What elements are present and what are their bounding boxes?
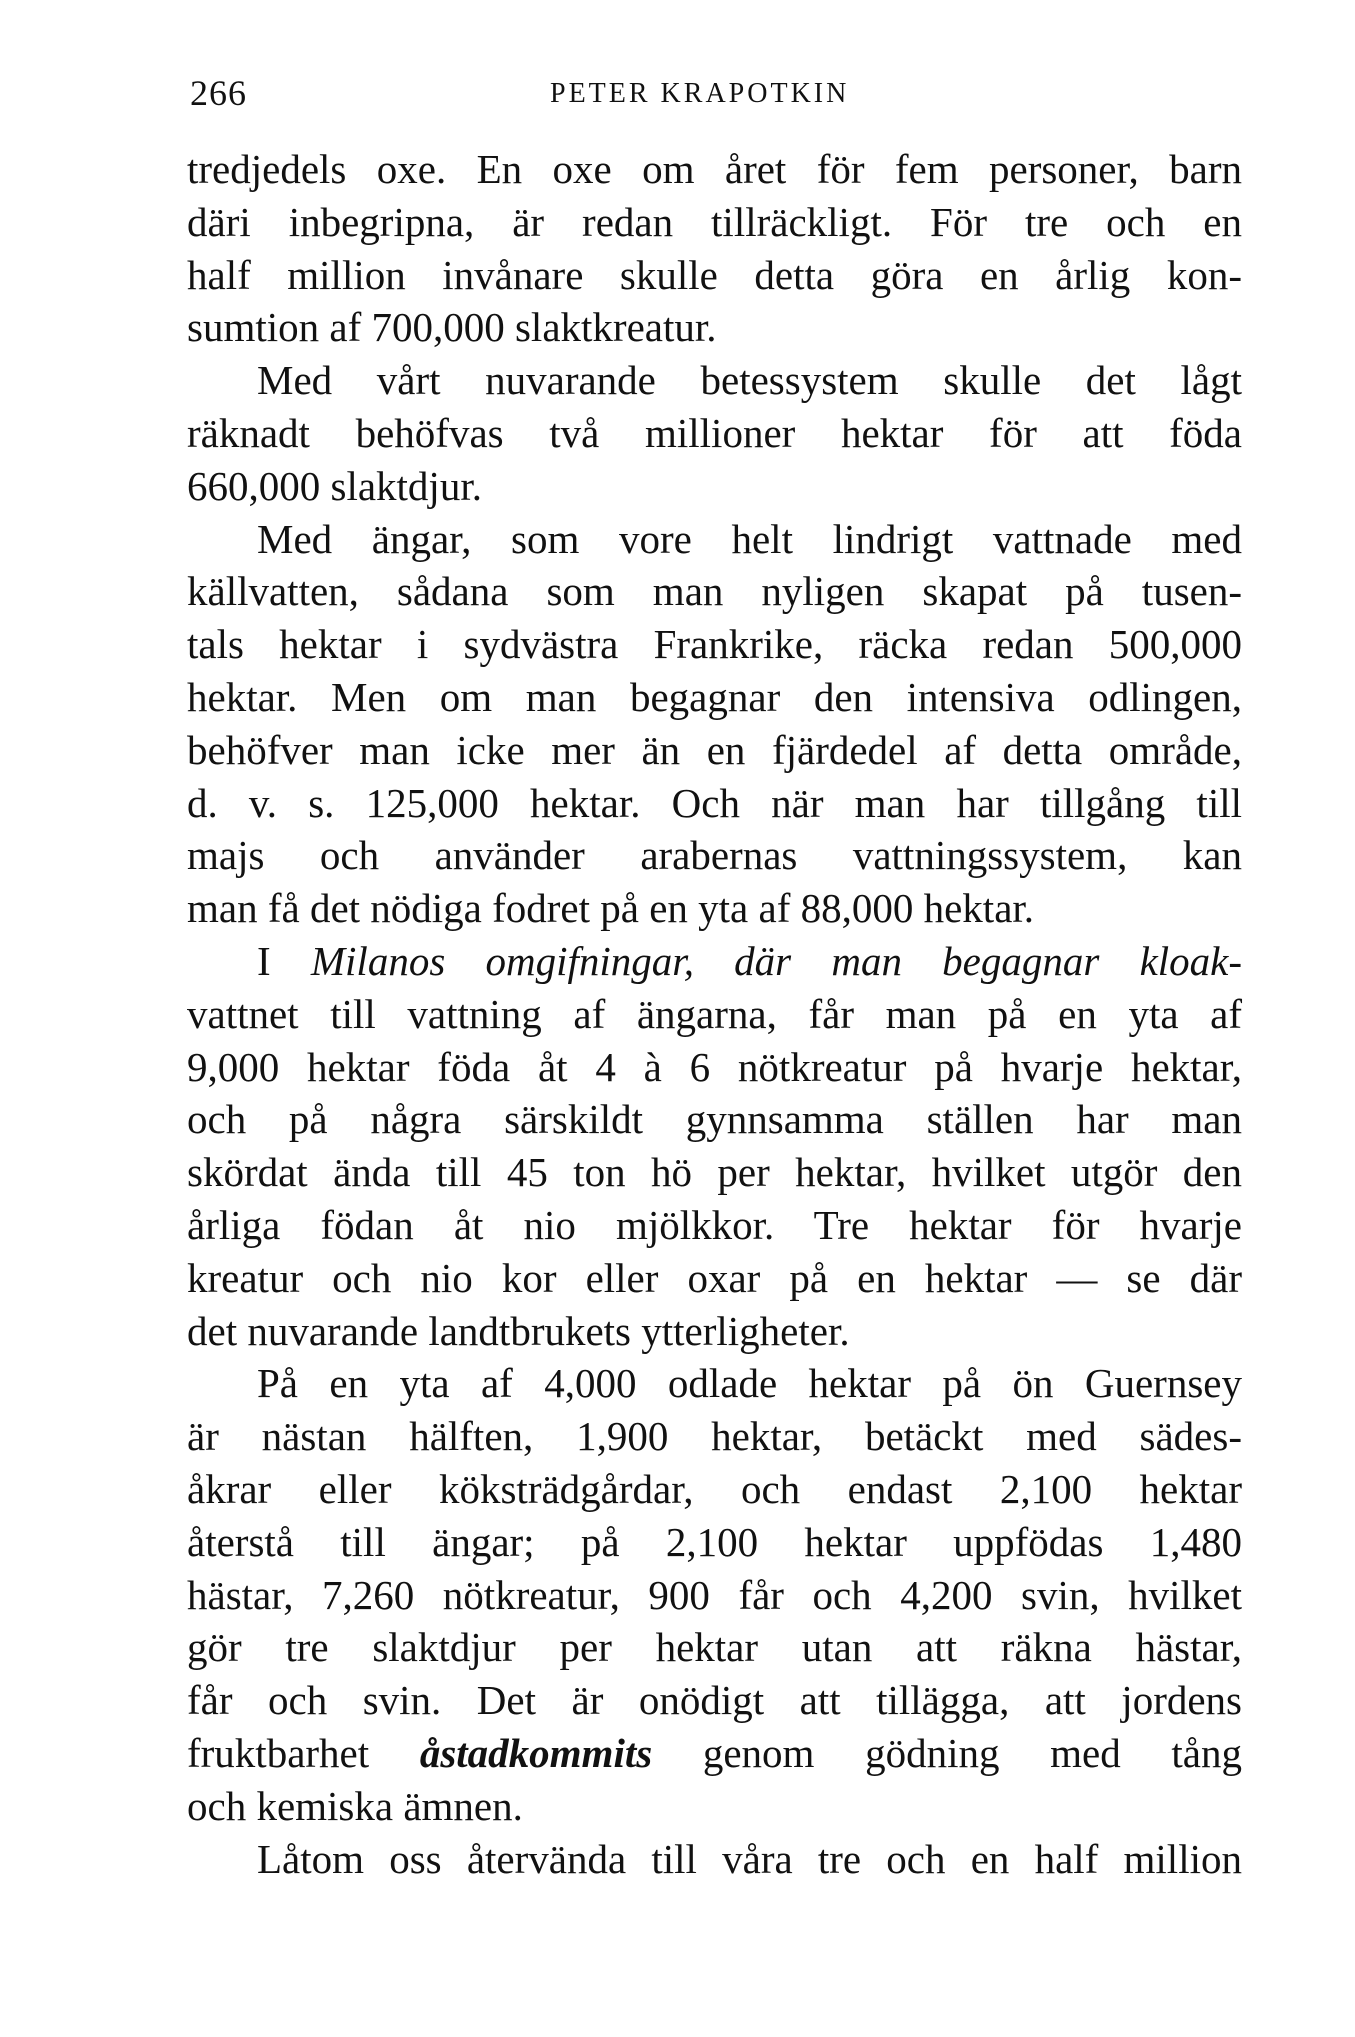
text-segment: är nästan hälften, 1,900 hektar, betäckt med sädes- xyxy=(187,1413,1242,1460)
text-line xyxy=(187,618,1242,671)
text-segment: det nuvarande landtbrukets ytterligheter. xyxy=(187,1307,850,1354)
text-segment: gör tre slaktdjur per hektar utan att räkna hästar, xyxy=(187,1624,1242,1671)
text-line xyxy=(187,935,1242,988)
text-line xyxy=(187,1621,1242,1674)
text-line xyxy=(187,301,1242,354)
text-line xyxy=(187,1410,1242,1463)
text-line xyxy=(187,1780,1242,1833)
text-segment: åkrar eller köksträdgårdar, och endast 2,100 hektar xyxy=(187,1465,1242,1512)
text-line xyxy=(187,1516,1242,1569)
text-line xyxy=(187,1569,1242,1622)
text-line xyxy=(187,1357,1242,1410)
text-segment: återstå till ängar; på 2,100 hektar uppfödas 1,480 xyxy=(187,1518,1242,1565)
text-line xyxy=(187,1252,1242,1305)
text-segment: sumtion af 700,000 slaktkreatur. xyxy=(187,304,717,351)
text-segment: tredjedels oxe. En oxe om året för fem personer, barn xyxy=(187,146,1242,192)
body-text xyxy=(187,143,1242,1885)
text-line xyxy=(187,671,1242,724)
text-line xyxy=(187,249,1242,302)
text-segment: vattnet till vattning af ängarna, får man på en yta af xyxy=(187,990,1242,1037)
text-line xyxy=(187,1833,1242,1886)
text-segment: däri inbegripna, är redan tillräckligt. För tre och en xyxy=(187,198,1242,245)
text-segment: årliga födan åt nio mjölkkor. Tre hektar för hvarje xyxy=(187,1201,1242,1248)
text-segment: får och svin. Det är onödigt att tillägga, att jordens xyxy=(187,1677,1242,1724)
text-segment: och på några särskildt gynnsamma ställen har man xyxy=(187,1096,1242,1143)
text-segment: 9,000 hektar föda åt 4 à 6 nötkreatur på hvarje hektar, xyxy=(187,1043,1242,1090)
text-segment: fruktbarhet xyxy=(187,1729,420,1776)
text-line xyxy=(187,882,1242,935)
text-segment: och kemiska ämnen. xyxy=(187,1782,523,1829)
text-line xyxy=(187,1146,1242,1199)
text-segment: åstadkommits xyxy=(419,1729,653,1776)
text-line xyxy=(187,988,1242,1041)
text-segment: hästar, 7,260 nötkreatur, 900 får och 4,200 svin, hvilket xyxy=(187,1571,1242,1618)
text-segment: d. v. s. 125,000 hektar. Och när man har tillgång till xyxy=(187,779,1242,826)
text-segment: I xyxy=(257,937,311,984)
running-head xyxy=(190,72,1190,122)
text-segment: Låtom oss återvända till våra tre och en half million xyxy=(257,1835,1242,1882)
text-line xyxy=(187,724,1242,777)
running-title: PETER KRAPOTKIN xyxy=(550,78,850,109)
text-line xyxy=(187,196,1242,249)
text-line xyxy=(187,513,1242,566)
text-line xyxy=(187,354,1242,407)
text-segment: kreatur och nio kor eller oxar på en hektar — se där xyxy=(187,1254,1242,1301)
text-segment: half million invånare skulle detta göra en årlig kon- xyxy=(187,251,1242,298)
text-line xyxy=(187,1727,1242,1780)
text-line xyxy=(187,829,1242,882)
text-segment: På en yta af 4,000 odlade hektar på ön Guernsey xyxy=(257,1360,1242,1407)
text-line xyxy=(187,407,1242,460)
text-line xyxy=(187,460,1242,513)
text-segment: behöfver man icke mer än en fjärdedel af detta område, xyxy=(187,726,1242,773)
text-segment: genom gödning med tång xyxy=(652,1729,1242,1776)
text-segment: Milanos omgifningar, där man begagnar kloak- xyxy=(310,937,1243,984)
text-line xyxy=(187,565,1242,618)
text-line xyxy=(187,1199,1242,1252)
text-segment: källvatten, sådana som man nyligen skapat på tusen- xyxy=(187,568,1242,615)
text-segment: 660,000 slaktdjur. xyxy=(187,462,482,509)
text-segment: skördat ända till 45 ton hö per hektar, hvilket utgör den xyxy=(187,1149,1242,1196)
text-segment: Med vårt nuvarande betessystem skulle det lågt xyxy=(257,357,1242,404)
text-segment: räknadt behöfvas två millioner hektar för att föda xyxy=(187,409,1242,456)
text-line xyxy=(187,1093,1242,1146)
text-line xyxy=(187,1305,1242,1358)
text-line xyxy=(187,1674,1242,1727)
text-line xyxy=(187,1041,1242,1094)
page-number: 266 xyxy=(190,73,247,113)
text-line xyxy=(187,777,1242,830)
text-segment: majs och använder arabernas vattningssystem, kan xyxy=(187,832,1242,879)
text-segment: Med ängar, som vore helt lindrigt vattnade med xyxy=(257,515,1242,562)
text-line xyxy=(187,143,1242,196)
text-line xyxy=(187,1463,1242,1516)
text-segment: man få det nödiga fodret på en yta af 88,000 hektar. xyxy=(187,885,1035,932)
text-segment: tals hektar i sydvästra Frankrike, räcka redan 500,000 xyxy=(187,621,1242,668)
text-segment: hektar. Men om man begagnar den intensiva odlingen, xyxy=(187,673,1242,720)
